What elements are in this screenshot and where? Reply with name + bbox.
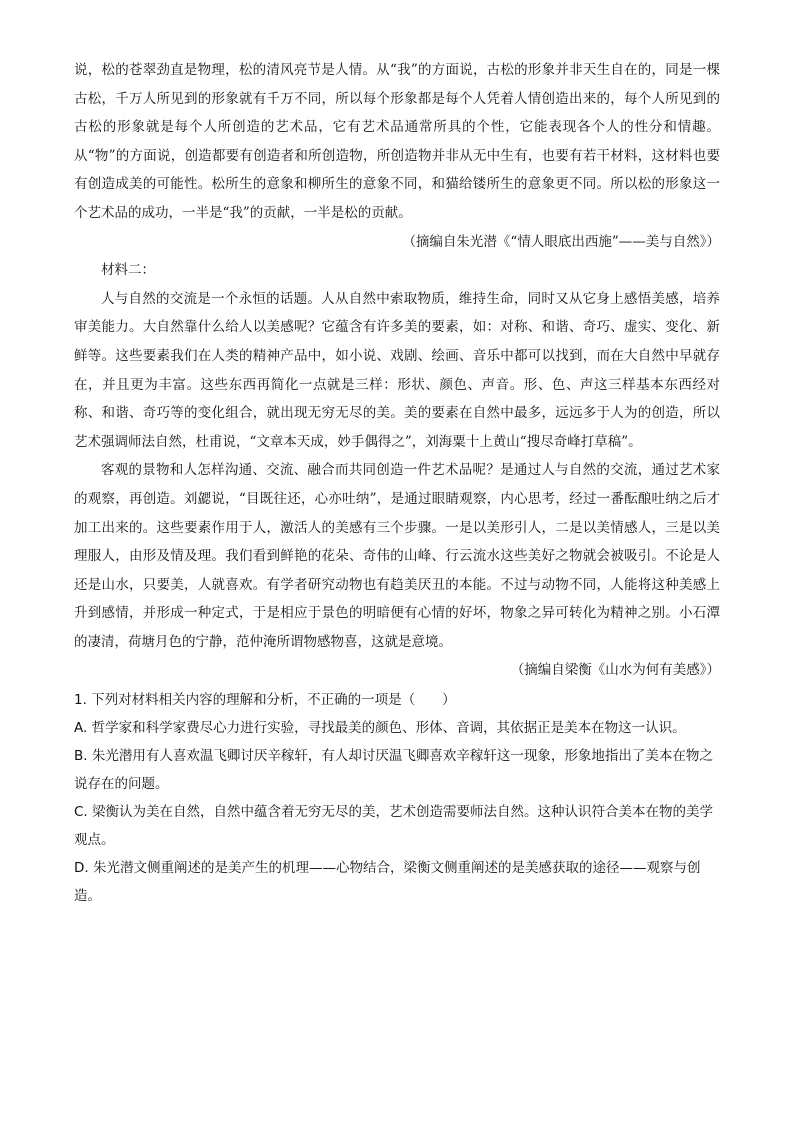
material2-paragraph-2: 客观的景物和人怎样沟通、交流、融合而共同创造一件艺术品呢？是通过人与自然的交流，通过艺术家的观察，再创造。刘勰说，“目既往还，心亦吐纳”，是通过眼睛观察，内心思考，经过一番酝酿吐纳之后才加工出来的。这些要素作用于人，激活人的美感有三个步骤。一是以美形引人，二是以美情感人，三是以美理服人，由形及情及理。我们看到鲜艳的花朵、奇伟的山峰、行云流水这些美好之物就会被吸引。不论是人还是山水，只要美，人就喜欢。有学者研究动物也有趋美厌丑的本能。不过与动物不同，人能将这种美感上升到感情，并形成一种定式，于是相应于景色的明暗便有心情的好坏，物象之异可转化为精神之别。小石潭的凄清，荷塘月色的宁静，范仲淹所谓物感物喜，这就是意境。	[74, 462, 720, 650]
question-stem: 1. 下列对材料相关内容的理解和分析，不正确的一项是（ ）	[74, 692, 456, 709]
material2-source: （摘编自梁衡《山水为何有美感》）	[510, 662, 720, 679]
material1-source: （摘编自朱光潜《“情人眼底出西施”——美与自然》）	[402, 233, 720, 250]
option-d: D. 朱光潜文侧重阐述的是美产生的机理——心物结合，梁衡文侧重阐述的是美感获取的途径——观察与创造。	[74, 860, 701, 905]
reading-material	[74, 56, 720, 685]
material2-paragraph-1: 人与自然的交流是一个永恒的话题。人从自然中索取物质，维持生命，同时又从它身上感悟美感，培养审美能力。大自然靠什么给人以美感呢？它蕴含有许多美的要素，如：对称、和谐、奇巧、虚实、变化、新鲜等。这些要素我们在人类的精神产品中，如小说、戏剧、绘画、音乐中都可以找到，而在大自然中早就存在，并且更为丰富。这些东西再简化一点就是三样：形状、颜色、声音。形、色、声这三样基本东西经对称、和谐、奇巧等的变化组合，就出现无穷无尽的美。美的要素在自然中最多，远远多于人为的创造，所以艺术强调师法自然，杜甫说，“文章本天成，妙手偶得之”，刘海粟十上黄山“搜尽奇峰打草稿”。	[74, 290, 720, 450]
option-c: C. 梁衡认为美在自然，自然中蕴含着无穷无尽的美，艺术创造需要师法自然。这种认识符合美本在物的美学观点。	[74, 804, 714, 849]
option-b: B. 朱光潜用有人喜欢温飞卿讨厌辛稼轩，有人却讨厌温飞卿喜欢辛稼轩这一现象，形象地指出了美本在物之说存在的问题。	[74, 748, 713, 793]
option-a: A. 哲学家和科学家费尽心力进行实验，寻找最美的颜色、形体、音调，其依据正是美本在物这一认识。	[74, 720, 686, 737]
material1-paragraph: 说，松的苍翠劲直是物理，松的清风亮节是人情。从“我”的方面说，古松的形象并非天生自在的，同是一棵古松，千万人所见到的形象就有千万不同，所以每个形象都是每个人凭着人情创造出来的，每个人所见到的古松的形象就是每个人所创造的艺术品，它有艺术品通常所具的个性，它能表现各个人的性分和情趣。从“物”的方面说，创造都要有创造者和所创造物，所创造物并非从无中生有，也要有若干材料，这材料也要有创造成美的可能性。松所生的意象和柳所生的意象不同，和猫给镂所生的意象更不同。所以松的形象这一个艺术品的成功，一半是“我”的贡献，一半是松的贡献。	[74, 62, 720, 221]
material2-label: 材料二：	[101, 262, 155, 279]
question-1	[74, 686, 720, 910]
